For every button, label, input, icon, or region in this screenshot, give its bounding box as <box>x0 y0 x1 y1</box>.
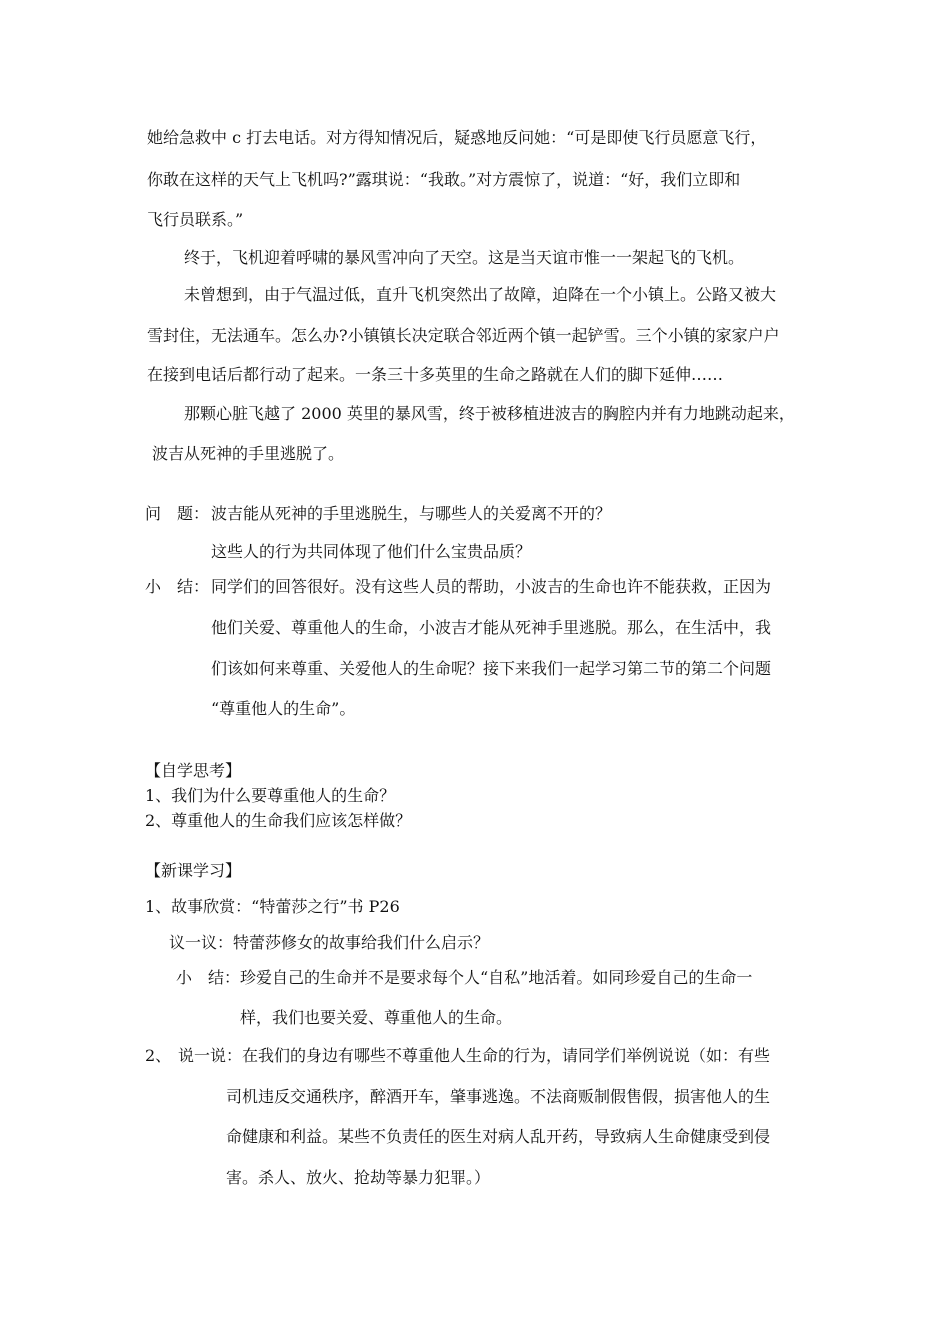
question-line-1: 波吉能从死神的手里逃脱生，与哪些人的关爱离不开的？ <box>211 504 612 523</box>
story-paragraph-3-line-1: 未曾想到，由于气温过低，直升飞机突然出了故障，迫降在一个小镇上。公路又被大 <box>184 285 777 304</box>
self-study-heading: 【自学思考】 <box>145 761 242 780</box>
summary-line-3: 们该如何来尊重、关爱他人的生命呢？接下来我们一起学习第二节的第二个问题 <box>211 659 772 678</box>
new-lesson-item-2-line-3: 命健康和利益。某些不负责任的医生对病人乱开药，导致病人生命健康受到侵 <box>226 1127 771 1146</box>
story-paragraph-1-line-2: 你敢在这样的天气上飞机吗?”露琪说：“我敢。”对方震惊了，说道：“好，我们立即和 <box>147 170 741 189</box>
discuss-prompt: 议一议：特蕾莎修女的故事给我们什么启示？ <box>169 933 490 952</box>
new-lesson-summary-line-1: 珍爱自己的生命并不是要求每个人“自私”地活着。如同珍爱自己的生命一 <box>240 968 753 987</box>
story-paragraph-3-line-3: 在接到电话后都行动了起来。一条三十多英里的生命之路就在人们的脚下延伸…… <box>147 365 724 384</box>
summary-line-2: 他们关爱、尊重他人的生命，小波吉才能从死神手里逃脱。那么，在生活中，我 <box>211 618 772 637</box>
self-study-question-2: 2、尊重他人的生命我们应该怎样做？ <box>145 811 412 830</box>
story-paragraph-4-line-2: 波吉从死神的手里逃脱了。 <box>152 444 345 463</box>
story-paragraph-3-line-2: 雪封住，无法通车。怎么办?小镇镇长决定联合邻近两个镇一起铲雪。三个小镇的家家户户 <box>147 326 780 345</box>
new-lesson-item-2-number: 2、 <box>145 1046 172 1065</box>
new-lesson-heading: 【新课学习】 <box>145 861 242 880</box>
new-lesson-item-2-line-4: 害。杀人、放火、抢劫等暴力犯罪。） <box>226 1168 491 1187</box>
new-lesson-summary-line-2: 样，我们也要关爱、尊重他人的生命。 <box>240 1008 513 1027</box>
self-study-question-1: 1、我们为什么要尊重他人的生命？ <box>145 786 396 805</box>
new-lesson-summary-label: 小 结： <box>176 968 241 987</box>
summary-label: 小 结： <box>145 577 210 596</box>
new-lesson-item-2-line-1: 说一说：在我们的身边有哪些不尊重他人生命的行为，请同学们举例说说（如：有些 <box>178 1046 771 1065</box>
new-lesson-item-1: 1、故事欣赏：“特蕾莎之行”书 P26 <box>145 897 400 916</box>
question-label: 问 题： <box>145 504 210 523</box>
story-paragraph-4-line-1: 那颗心脏飞越了 2000 英里的暴风雪，终于被移植进波吉的胸腔内并有力地跳动起来， <box>184 404 795 423</box>
story-paragraph-1-line-3: 飞行员联系。” <box>147 210 244 229</box>
story-paragraph-2-line-1: 终于，飞机迎着呼啸的暴风雪冲向了天空。这是当天谊市惟一一架起飞的飞机。 <box>184 248 745 267</box>
new-lesson-item-2-line-2: 司机违反交通秩序，醉酒开车，肇事逃逸。不法商贩制假售假，损害他人的生 <box>226 1087 771 1106</box>
summary-line-4: “尊重他人的生命”。 <box>211 699 356 718</box>
summary-line-1: 同学们的回答很好。没有这些人员的帮助，小波吉的生命也许不能获救，正因为 <box>211 577 772 596</box>
question-line-2: 这些人的行为共同体现了他们什么宝贵品质？ <box>211 542 532 561</box>
story-paragraph-1-line-1: 她给急救中 c 打去电话。对方得知情况后，疑惑地反问她：“可是即使飞行员愿意飞行， <box>147 128 767 147</box>
